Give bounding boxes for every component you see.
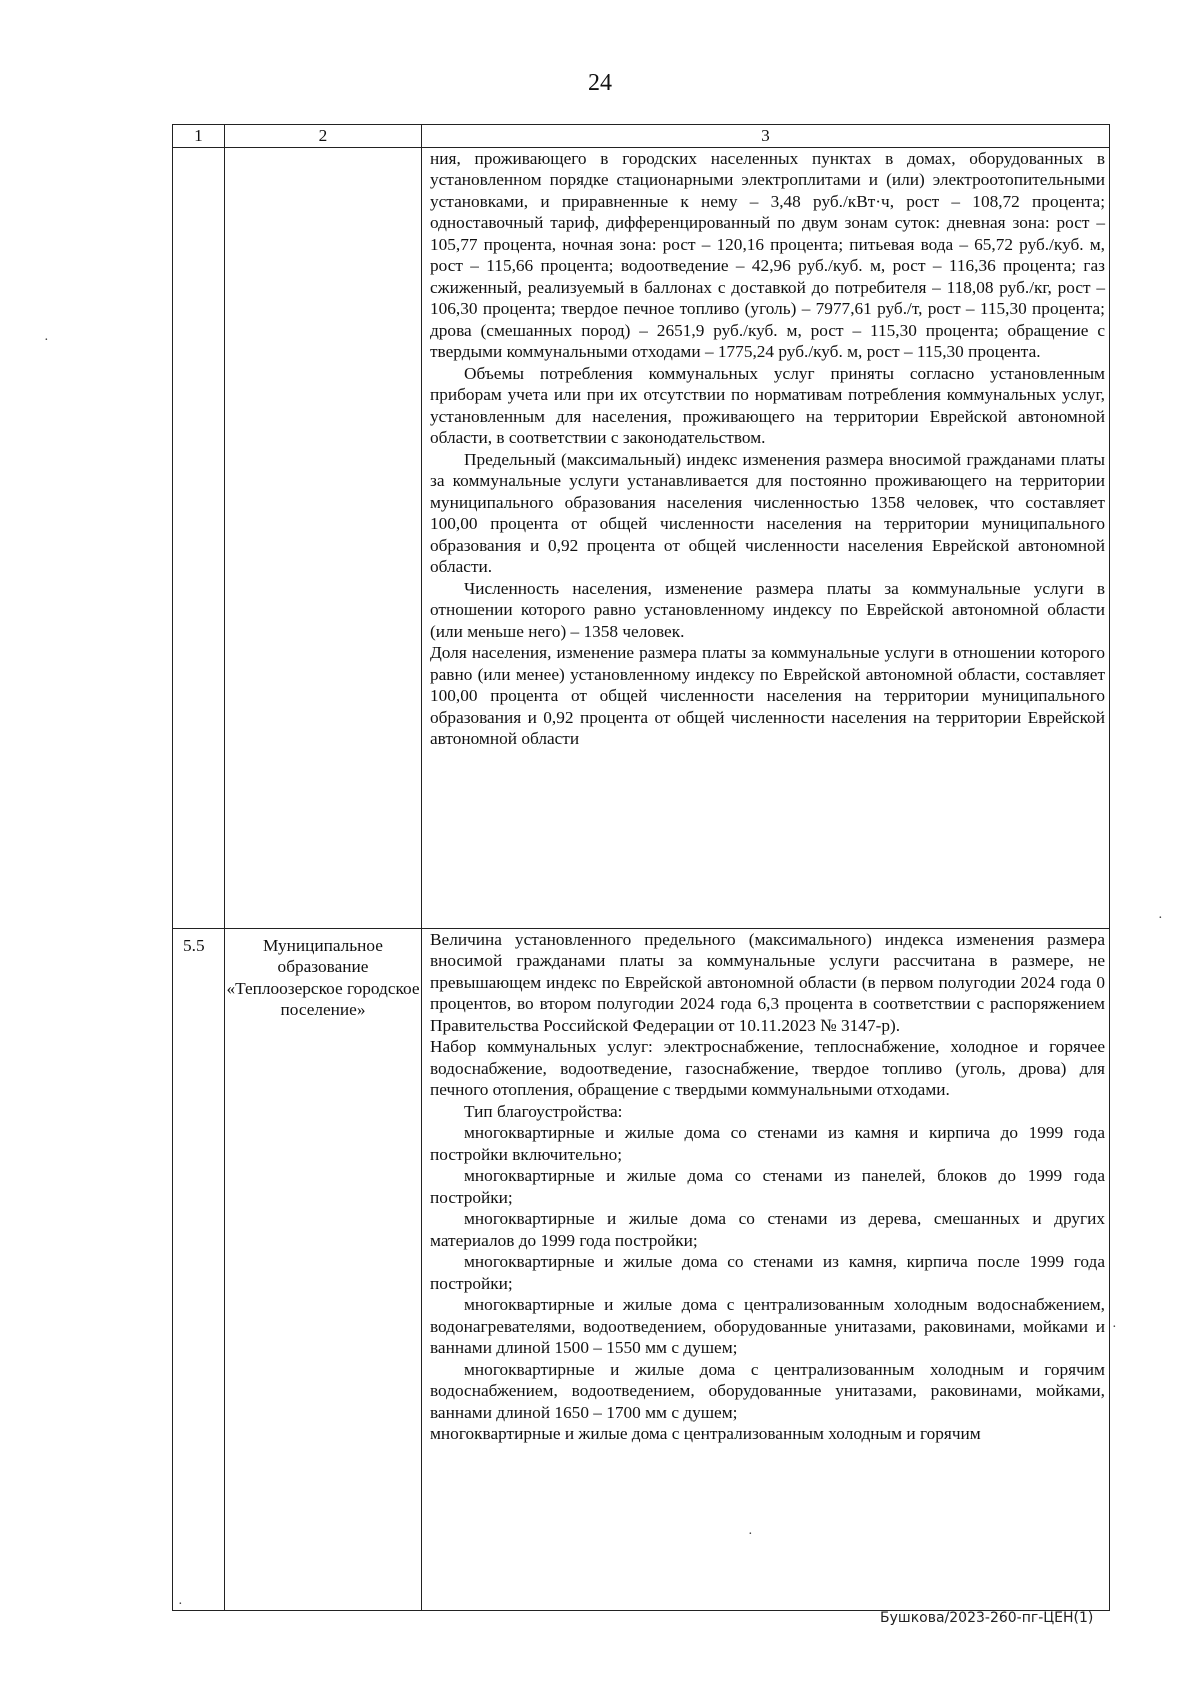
paragraph: многоквартирные и жилые дома с централизованным холодным и горячим — [430, 1424, 981, 1443]
document-code: Бушкова/2023-260-пг-ЦЕН(1) — [880, 1610, 1094, 1626]
header-cell-2: 2 — [225, 125, 422, 148]
paragraph: многоквартирные и жилые дома со стенами из камня и кирпича до 1999 года постройки включительно; — [430, 1123, 1105, 1164]
row-number-cell: 5.5 — [173, 928, 225, 1610]
entity-name-cell: Муниципальное образование «Теплоозерское городское поселение» — [225, 928, 422, 1610]
paragraph: многоквартирные и жилые дома с централизованным холодным и горячим водоснабжением, водоотведением, оборудованные унитазами, раковинами, мойками, ваннами длиной 1650 – 1700 мм с душем; — [430, 1359, 1105, 1422]
paragraph: Величина установленного предельного (максимального) индекса изменения размера вносимой гражданами платы за коммунальные услуги рассчитана в размере, не превышающем индекс по Еврейской автономной области (в первом полугодии 2024 года 0 процентов, во втором полугодии 2024 года 6,3 процента в соответствии с распоряжением Правительства Российской Федерации от 10.11.2023 № 3147-р). — [430, 929, 1105, 1035]
scan-speck: · — [178, 1597, 183, 1612]
description-cell — [422, 147, 1110, 928]
header-cell-1: 1 — [173, 125, 225, 148]
paragraph: Набор коммунальных услуг: электроснабжение, теплоснабжение, холодное и горячее водоснабжение, водоотведение, газоснабжение, твердое топливо (уголь, дрова) для печного отопления, обращение с твердыми коммунальными отходами. — [430, 1037, 1105, 1099]
paragraph: Тип благоустройства: — [464, 1101, 623, 1121]
page-number: 24 — [588, 70, 612, 96]
header-cell-3: 3 — [422, 125, 1110, 148]
paragraph: Численность населения, изменение размера платы за коммунальные услуги в отношении которого равно установленному индексу по Еврейской автономной области (или меньше него) – 1358 человек. — [430, 578, 1105, 641]
description-cell — [422, 928, 1110, 1610]
paragraph: многоквартирные и жилые дома с централизованным холодным водоснабжением, водонагревателями, водоотведением, оборудованные унитазами, раковинами, мойками и ваннами длиной 1500 – 1550 мм с душем; — [430, 1295, 1105, 1357]
scan-speck: · — [748, 1527, 753, 1542]
scan-speck: · — [44, 333, 49, 348]
table-header-row — [173, 125, 1110, 148]
paragraph: ния, проживающего в городских населенных пунктах в домах, оборудованных в установленном порядке стационарными электроплитами и (или) электроотопительными установками, и приравненные к нему – 3,48 руб./кВт·ч, рост – 108,72 процента; одноставочный тариф, дифференцированный по двум зонам суток: дневная зона: рост – 105,77 процента, ночная зона: рост – 120,16 процента; питьевая вода – 65,72 руб./куб. м, рост – 115,66 процента; водоотведение – 42,96 руб./куб. м, рост – 116,36 процента; газ сжиженный, реализуемый в баллонах с доставкой до потребителя – 118,08 руб./кг, рост – 106,30 процента; твердое печное топливо (уголь) – 7977,61 руб./т, рост – 115,30 процента; дрова (смешанных пород) – 2651,9 руб./куб. м, рост – 115,30 процента; обращение с твердыми коммунальными отходами – 1775,24 руб./куб. м, рост – 115,30 процента. — [430, 148, 1105, 361]
paragraph: Объемы потребления коммунальных услуг приняты согласно установленным приборам учета или при их отсутствии по нормативам потребления коммунальных услуг, установленным для населения, проживающего на территории Еврейской автономной области, в соответствии с законодательством. — [430, 363, 1105, 447]
table-row — [173, 147, 1110, 928]
entity-name-cell — [225, 147, 422, 928]
paragraph: многоквартирные и жилые дома со стенами из дерева, смешанных и других материалов до 1999 года постройки; — [430, 1209, 1105, 1250]
scan-speck: · — [1158, 911, 1163, 926]
paragraph: многоквартирные и жилые дома со стенами из панелей, блоков до 1999 года постройки; — [430, 1166, 1105, 1207]
paragraph: Предельный (максимальный) индекс изменения размера вносимой гражданами платы за коммунальные услуги устанавливается для постоянно проживающего на территории муниципального образования населения численностью 1358 человек, что составляет 100,00 процента от общей численности населения на территории муниципального образования и 0,92 процента от общей численности населения Еврейской автономной области. — [430, 449, 1105, 576]
scan-speck: · — [1112, 1320, 1117, 1335]
paragraph: Доля населения, изменение размера платы за коммунальные услуги в отношении которого равно (или менее) установленному индексу по Еврейской автономной области, составляет 100,00 процента от общей численности населения на территории муниципального образования и 0,92 процента от общей численности населения на территории Еврейской автономной области — [430, 643, 1105, 748]
data-table — [172, 124, 1110, 1611]
paragraph: многоквартирные и жилые дома со стенами из камня, кирпича после 1999 года постройки; — [430, 1252, 1105, 1293]
row-number-cell — [173, 147, 225, 928]
table-row — [173, 928, 1110, 1610]
